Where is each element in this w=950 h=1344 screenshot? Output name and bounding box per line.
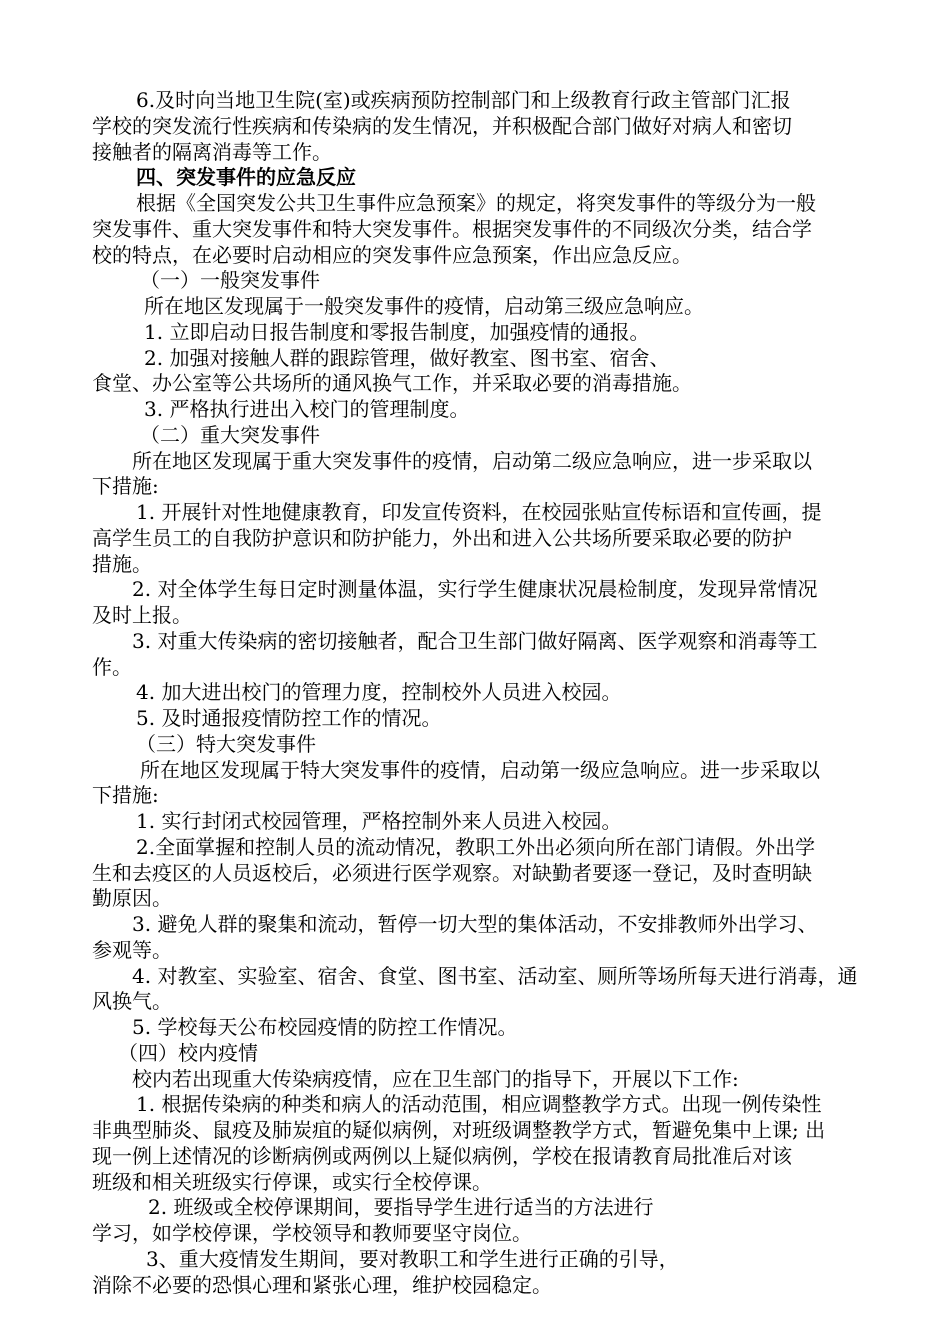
paragraph-line: 3. 对重大传染病的密切接触者，配合卫生部门做好隔离、医学观察和消毒等工 — [132, 628, 818, 653]
paragraph-line: （一）一般突发事件 — [140, 268, 320, 293]
paragraph-line: 3. 严格执行进出入校门的管理制度。 — [144, 397, 470, 421]
paragraph-line: 食堂、办公室等公共场所的通风换气工作，并采取必要的消毒措施。 — [92, 371, 692, 396]
paragraph-line: 勤原因。 — [92, 886, 172, 911]
paragraph-line: 2.全面掌握和控制人员的流动情况，教职工外出必须向所在部门请假。外出学 — [136, 834, 816, 859]
paragraph-line: 学校的突发流行性疾病和传染病的发生情况，并积极配合部门做好对病人和密切 — [92, 113, 792, 138]
paragraph-line: （二）重大突发事件 — [140, 422, 320, 447]
paragraph-line: 所在地区发现属于重大突发事件的疫情，启动第二级应急响应，进一步采取以 — [132, 448, 812, 473]
paragraph-line: 4. 加大进出校门的管理力度，控制校外人员进入校园。 — [136, 680, 622, 705]
paragraph-line: 5. 及时通报疫情防控工作的情况。 — [136, 706, 442, 730]
paragraph-line: （四）校内疫情 — [118, 1040, 258, 1065]
paragraph-line: 根据《全国突发公共卫生事件应急预案》的规定，将突发事件的等级分为一般 — [136, 191, 816, 215]
paragraph-line: 消除不必要的恐惧心理和紧张心理，维护校园稳定。 — [92, 1272, 552, 1297]
paragraph-line: 6.及时向当地卫生院(室)或疾病预防控制部门和上级教育行政主管部门汇报 — [136, 88, 791, 112]
paragraph-line: 突发事件、重大突发事件和特大突发事件。根据突发事件的不同级次分类，结合学 — [92, 216, 812, 241]
paragraph-line: 2. 班级或全校停课期间，要指导学生进行适当的方法进行 — [148, 1195, 654, 1220]
paragraph-line: 1. 开展针对性地健康教育，印发宣传资料，在校园张贴宣传标语和宣传画，提 — [136, 500, 822, 524]
paragraph-line: 现一例上述情况的诊断病例或两例以上疑似病例，学校在报请教育局批准后对该 — [92, 1143, 792, 1168]
paragraph-line: 生和去疫区的人员返校后，必须进行医学观察。对缺勤者要逐一登记，及时查明缺 — [92, 860, 812, 885]
paragraph-line: 校内若出现重大传染病疫情，应在卫生部门的指导下，开展以下工作: — [132, 1066, 739, 1091]
paragraph-line: 校的特点，在必要时启动相应的突发事件应急预案，作出应急反应。 — [92, 242, 692, 267]
paragraph-line: 接触者的隔离消毒等工作。 — [92, 139, 332, 164]
paragraph-line: 下措施: — [92, 783, 159, 808]
paragraph-line: 及时上报。 — [92, 603, 192, 627]
paragraph-line: 2. 对全体学生每日定时测量体温，实行学生健康状况晨检制度，发现异常情况 — [132, 577, 818, 602]
paragraph-line: 1. 立即启动日报告制度和零报告制度，加强疫情的通报。 — [144, 319, 650, 344]
paragraph-line: 5. 学校每天公布校园疫情的防控工作情况。 — [132, 1015, 518, 1039]
paragraph-line: 高学生员工的自我防护意识和防护能力，外出和进入公共场所要采取必要的防护 — [92, 525, 792, 550]
paragraph-line: 作。 — [92, 654, 132, 679]
paragraph-line: 班级和相关班级实行停课，或实行全校停课。 — [92, 1169, 492, 1194]
paragraph-line: 风换气。 — [92, 989, 172, 1014]
paragraph-line: 3. 避免人群的聚集和流动，暂停一切大型的集体活动，不安排教师外出学习、 — [132, 912, 818, 936]
paragraph-line: 4. 对教室、实验室、宿舍、食堂、图书室、活动室、厕所等场所每天进行消毒，通 — [132, 963, 858, 988]
paragraph-line: 学习，如学校停课，学校领导和教师要坚守岗位。 — [92, 1221, 532, 1245]
paragraph-line: 所在地区发现属于一般突发事件的疫情，启动第三级应急响应。 — [144, 294, 704, 318]
paragraph-line: 下措施: — [92, 474, 159, 499]
section-heading: 四、突发事件的应急反应 — [136, 165, 356, 190]
paragraph-line: 1. 实行封闭式校园管理，严格控制外来人员进入校园。 — [136, 809, 622, 833]
paragraph-line: 措施。 — [92, 551, 152, 576]
paragraph-line: 2. 加强对接触人群的跟踪管理，做好教室、图书室、宿舍、 — [144, 345, 670, 370]
paragraph-line: 1. 根据传染病的种类和病人的活动范围，相应调整教学方式。出现一例传染性 — [136, 1092, 822, 1117]
paragraph-line: 参观等。 — [92, 937, 172, 962]
paragraph-line: 非典型肺炎、鼠疫及肺炭疽的疑似病例，对班级调整教学方式，暂避免集中上课; 出 — [92, 1118, 826, 1142]
paragraph-line: 所在地区发现属于特大突发事件的疫情，启动第一级应急响应。进一步采取以 — [140, 757, 820, 782]
paragraph-line: （三）特大突发事件 — [136, 731, 316, 756]
paragraph-line: 3、重大疫情发生期间，要对教职工和学生进行正确的引导， — [146, 1246, 679, 1271]
